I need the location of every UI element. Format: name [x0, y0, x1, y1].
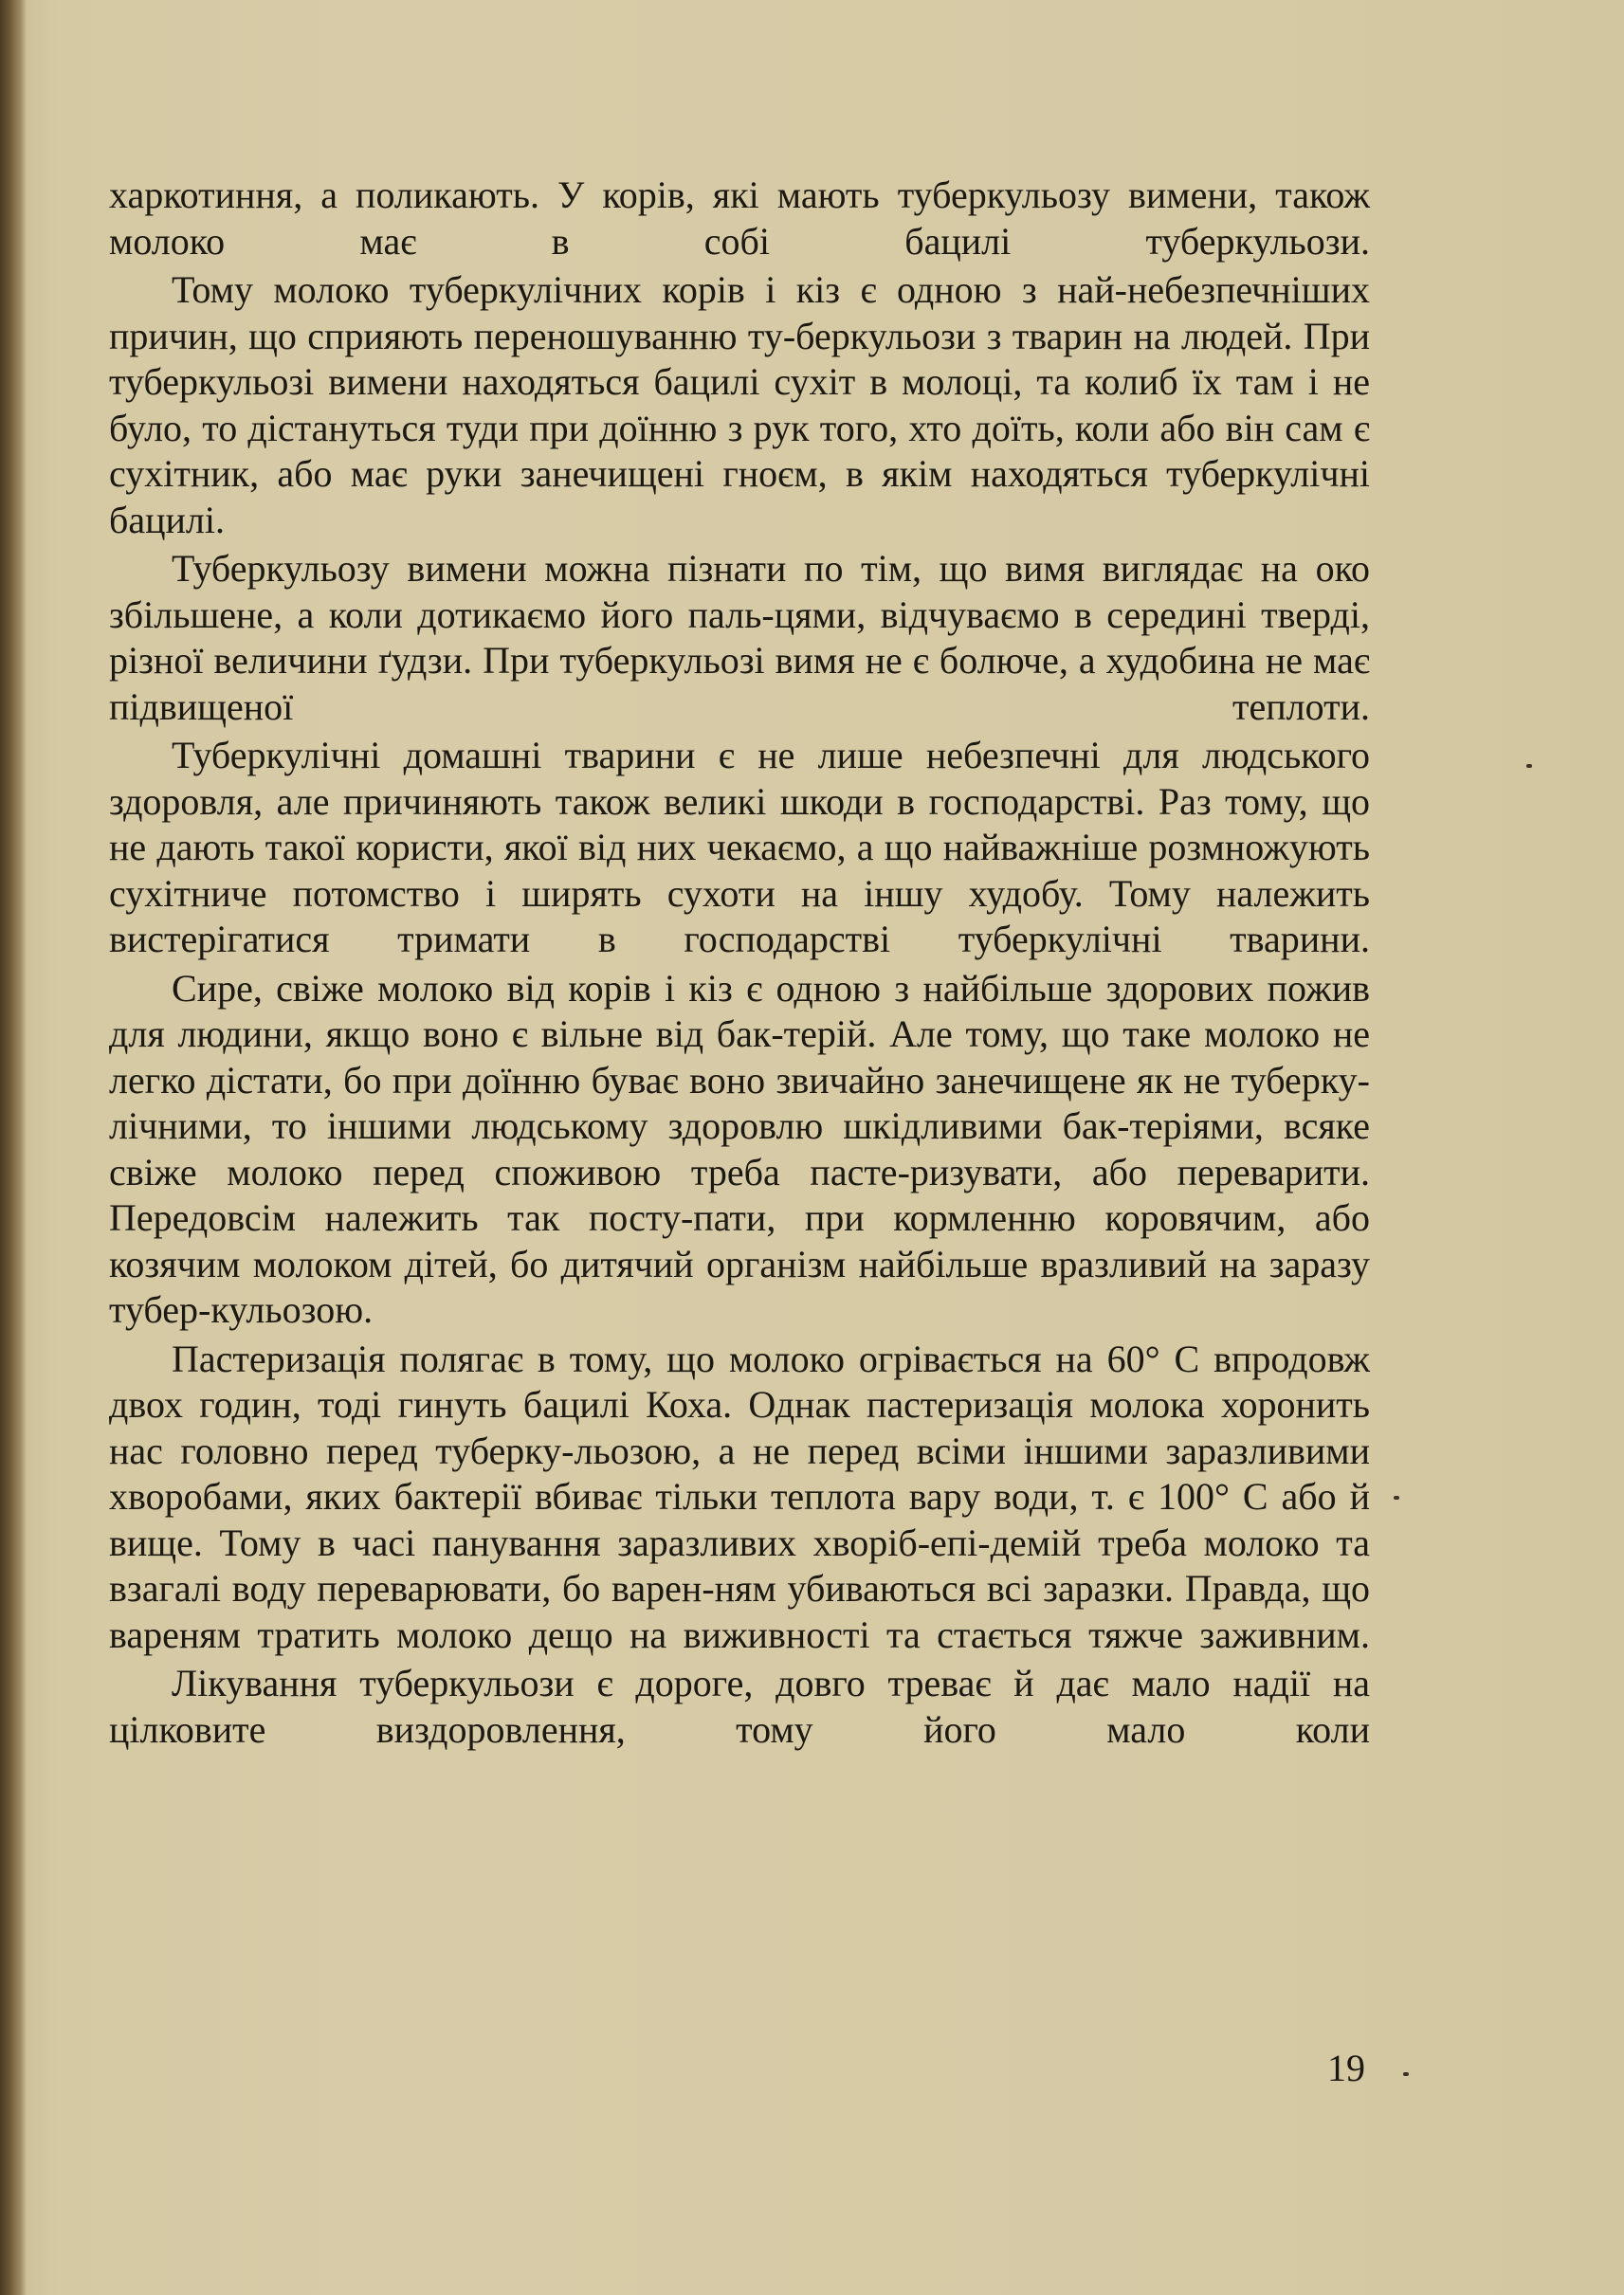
- print-speck: [1403, 2072, 1409, 2076]
- paragraph-7: Лікування туберкульози є дороге, довго треває й дає мало надії на цілковите виздоровлення, тому його мало коли: [109, 1662, 1370, 1751]
- paragraph-3: Туберкульозу вимени можна пізнати по тім, що вимя виглядає на око збільшене, а коли дотикаємо його паль-цями, відчуваємо в середині тверді, різної величини ґудзи. При туберкульозі вимя не є болюче, а худобина не має підвищеної теплоти.: [109, 547, 1370, 728]
- paragraph-6: Пастеризація полягає в тому, що молоко огрівається на 60° С впродовж двох годин, тоді гинуть бацилі Коха. Однак пастеризація молока хоронить нас головно перед туберку-льозою, а не перед всіми іншими заразливими хворобами, яких бактерії вбиває тільки теплота вару води, т. є 100° С або й вище. Тому в часі панування заразливих хворіб-епі-демій треба молоко та взагалі воду переварювати, бо варен-ням убиваються всі заразки. Правда, що вареням тратить молоко дещо на виживності та стається тяжче заживним.: [109, 1337, 1370, 1656]
- print-speck: [1394, 1496, 1399, 1500]
- print-speck: [1526, 764, 1532, 768]
- book-spine-edge: [0, 0, 27, 2295]
- paragraph-5: Сире, свіже молоко від корів і кіз є одною з найбільше здорових пожив для людини, якщо воно є вільне від бак-терій. Але тому, що таке молоко не легко дістати, бо при доїнню буває воно звичайно занечищене як не туберку-лічними, то іншими людському здоровлю шкідливими бак-теріями, всяке свіже молоко перед споживою треба пасте-ризувати, або переварити. Передовсім належить так посту-пати, при кормленню коровячим, або козячим молоком дітей, бо дитячий організм найбільше вразливий на заразу тубер-кульозою.: [109, 966, 1370, 1331]
- body-text: [109, 173, 1370, 1756]
- paragraph-1: харкотиння, а поликають. У корів, які мають туберкульозу вимени, також молоко має в собі бацилі туберкульози.: [109, 173, 1370, 263]
- page-number: 19: [1327, 2047, 1365, 2089]
- paragraph-2: Тому молоко туберкулічних корів і кіз є одною з най-небезпечніших причин, що сприяють переношуванню ту-беркульози з тварин на людей. При туберкульозі вимени находяться бацилі сухіт в молоці, та колиб їх там і не було, то дістануться туди при доїнню з рук того, хто доїть, коли або він сам є сухітник, або має руки занечищені гноєм, в якім находяться туберкулічні бацилі.: [109, 268, 1370, 541]
- paragraph-4: Туберкулічні домашні тварини є не лише небезпечні для людського здоровля, але причиняють також великі шкоди в господарстві. Раз тому, що не дають такої користи, якої від них чекаємо, а що найважніше розмножують сухітниче потомство і ширять сухоти на іншу худобу. Тому належить вистерігатися тримати в господарстві туберкулічні тварини.: [109, 734, 1370, 960]
